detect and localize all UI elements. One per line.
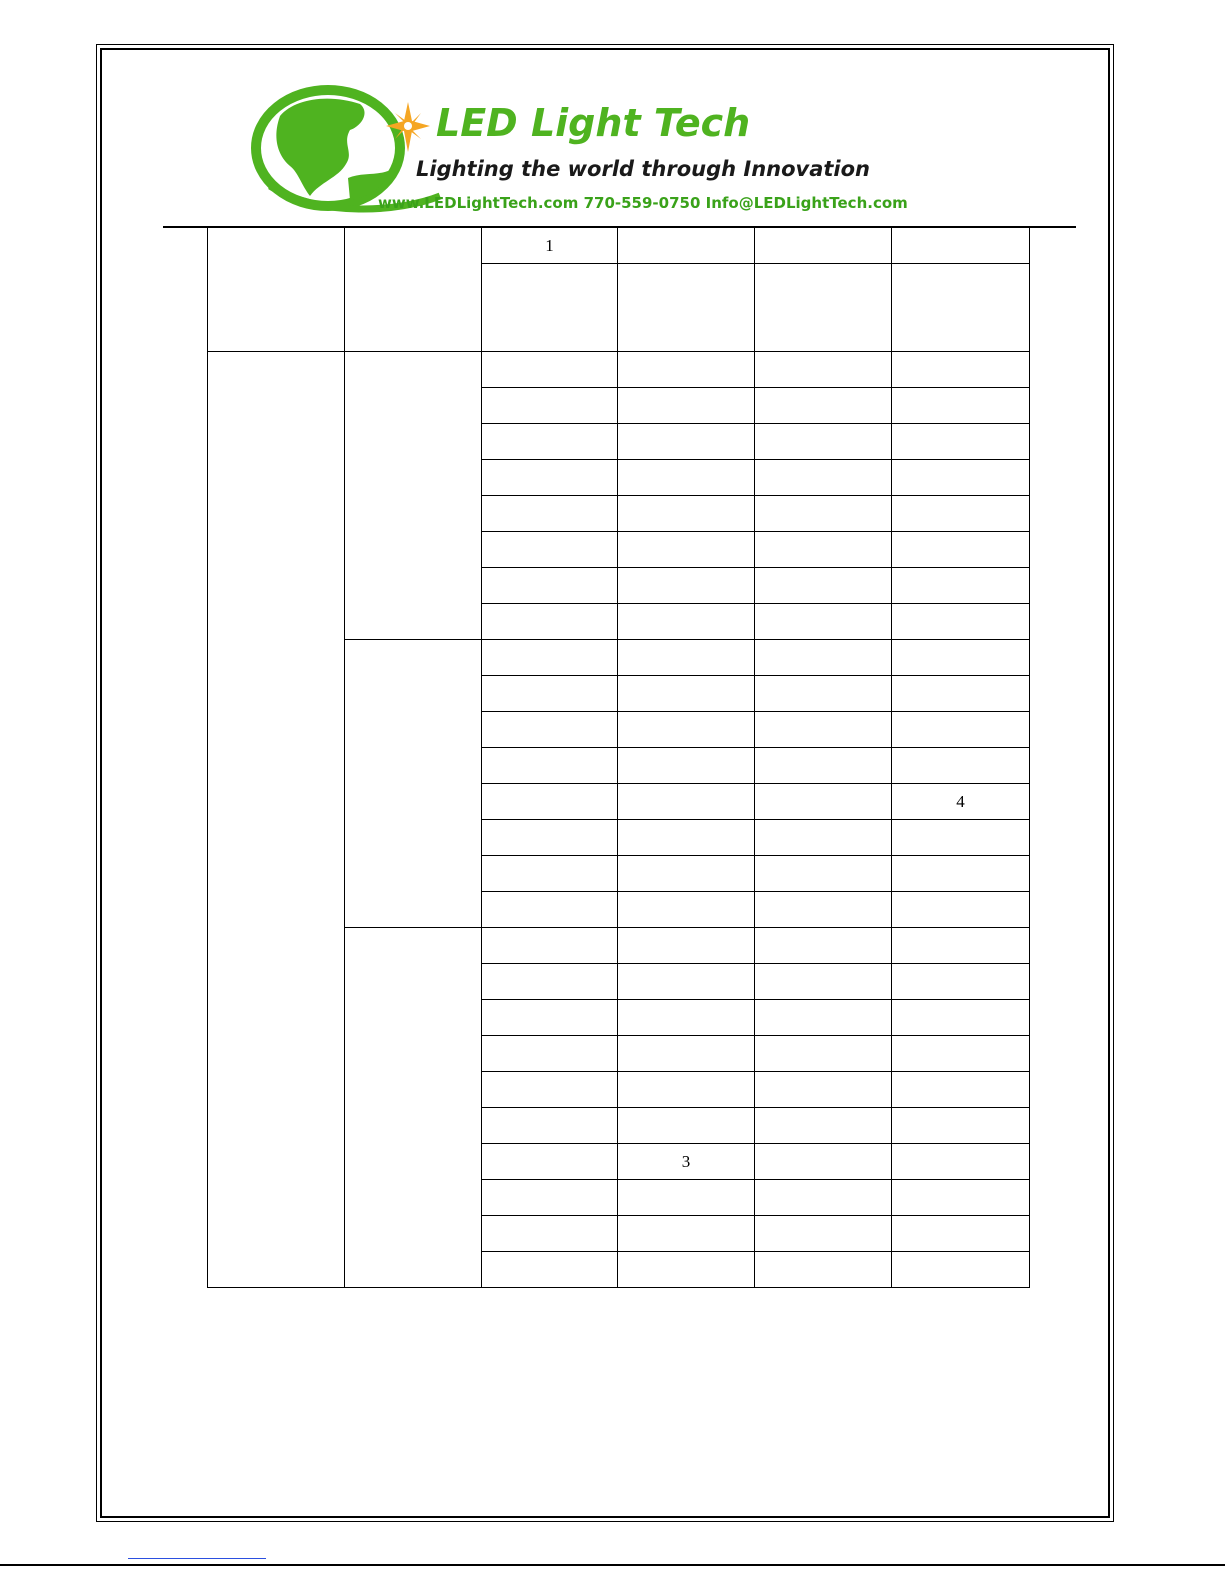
table-cell [892, 1036, 1030, 1072]
table-cell: 1 [482, 228, 618, 264]
table-cell [482, 676, 618, 712]
table-cell [482, 1216, 618, 1252]
table-cell [482, 532, 618, 568]
footer-hyperlink-underline[interactable] [128, 1558, 266, 1559]
table-cell [755, 964, 892, 1000]
table-cell [755, 388, 892, 424]
table-cell [618, 1072, 755, 1108]
table-cell [892, 352, 1030, 388]
table-cell: 3 [618, 1144, 755, 1180]
table-cell [892, 820, 1030, 856]
table-cell [892, 964, 1030, 1000]
table-cell [892, 928, 1030, 964]
table-cell [892, 604, 1030, 640]
table-cell [618, 784, 755, 820]
table-cell [755, 676, 892, 712]
table-cell [482, 784, 618, 820]
table-cell [482, 352, 618, 388]
table-cell [755, 460, 892, 496]
table-cell [892, 1108, 1030, 1144]
table-cell [618, 264, 755, 352]
table-cell [892, 388, 1030, 424]
table-cell: 4 [892, 784, 1030, 820]
table-cell [618, 568, 755, 604]
table-cell [618, 676, 755, 712]
table-cell [482, 820, 618, 856]
table-cell [755, 892, 892, 928]
table-row [208, 352, 1030, 388]
table-cell [618, 388, 755, 424]
globe-starburst-logo-icon [250, 86, 990, 216]
starburst-icon [386, 102, 430, 152]
table-cell [892, 1252, 1030, 1288]
table-cell [755, 1180, 892, 1216]
table-cell [755, 424, 892, 460]
table-cell [618, 424, 755, 460]
table-cell [482, 1144, 618, 1180]
table-cell [482, 712, 618, 748]
table-cell [892, 1180, 1030, 1216]
table-cell [482, 264, 618, 352]
table-cell [618, 964, 755, 1000]
table-cell [482, 964, 618, 1000]
brand-name: LED Light Tech [436, 101, 751, 145]
table-cell [755, 264, 892, 352]
table-cell [618, 604, 755, 640]
table-cell [755, 228, 892, 264]
table-row [208, 228, 1030, 264]
table-cell [755, 1108, 892, 1144]
table-cell [482, 748, 618, 784]
footer-rule [0, 1564, 1225, 1566]
table-cell [618, 640, 755, 676]
table-cell [618, 1000, 755, 1036]
table-cell [482, 460, 618, 496]
tagline: Lighting the world through Innovation [416, 157, 870, 181]
table-cell [892, 712, 1030, 748]
table-cell [482, 928, 618, 964]
table-cell [892, 1000, 1030, 1036]
table-cell [755, 604, 892, 640]
table-cell [618, 460, 755, 496]
table-cell [755, 1144, 892, 1180]
table-cell [755, 1036, 892, 1072]
table-cell [208, 352, 345, 1288]
table-cell [482, 604, 618, 640]
table-cell [892, 568, 1030, 604]
table-cell [892, 748, 1030, 784]
table-cell [345, 228, 482, 352]
table-cell [618, 892, 755, 928]
table-cell [482, 1108, 618, 1144]
table-cell [892, 676, 1030, 712]
table-cell [345, 640, 482, 928]
table-cell [755, 352, 892, 388]
table-cell [755, 784, 892, 820]
table-cell [618, 748, 755, 784]
table-cell [755, 568, 892, 604]
table-cell [755, 532, 892, 568]
table-cell [892, 424, 1030, 460]
table-cell [618, 1108, 755, 1144]
table-cell [482, 1036, 618, 1072]
table-cell [482, 568, 618, 604]
table-cell [755, 928, 892, 964]
table-cell [618, 496, 755, 532]
table-cell [482, 1180, 618, 1216]
table-cell [892, 1216, 1030, 1252]
table-cell [892, 532, 1030, 568]
table-cell [755, 712, 892, 748]
table-cell [618, 1216, 755, 1252]
table-cell [755, 748, 892, 784]
table-cell [482, 640, 618, 676]
contact-line: www.LEDLightTech.com 770-559-0750 Info@LEDLightTech.com [378, 194, 908, 212]
table-cell [755, 1000, 892, 1036]
table-cell [892, 460, 1030, 496]
table-cell [755, 640, 892, 676]
table-cell [755, 1252, 892, 1288]
table-cell [755, 856, 892, 892]
table-cell [892, 228, 1030, 264]
data-table [207, 227, 1030, 1288]
table-cell [482, 892, 618, 928]
table-cell [482, 1072, 618, 1108]
table-cell [618, 228, 755, 264]
table-cell [208, 228, 345, 352]
table-cell [618, 712, 755, 748]
table-cell [892, 892, 1030, 928]
table-cell [618, 352, 755, 388]
table-cell [482, 1252, 618, 1288]
table-cell [618, 928, 755, 964]
table-cell [618, 820, 755, 856]
table-cell [755, 1216, 892, 1252]
company-logo [250, 86, 990, 216]
table-cell [482, 388, 618, 424]
table-cell [892, 856, 1030, 892]
table-cell [755, 1072, 892, 1108]
table-cell [482, 856, 618, 892]
table-cell [345, 352, 482, 640]
table-cell [892, 1072, 1030, 1108]
table-cell [618, 1180, 755, 1216]
table-cell [618, 532, 755, 568]
table-body [208, 352, 1030, 1288]
table-cell [892, 1144, 1030, 1180]
table-cell [482, 496, 618, 532]
table-cell [618, 1252, 755, 1288]
table-cell [345, 928, 482, 1288]
table-cell [618, 856, 755, 892]
table-cell [482, 424, 618, 460]
table-cell [618, 1036, 755, 1072]
table-cell [755, 496, 892, 532]
table-cell [892, 640, 1030, 676]
table-cell [482, 1000, 618, 1036]
table-cell [892, 264, 1030, 352]
table-cell [892, 496, 1030, 532]
table-cell [755, 820, 892, 856]
